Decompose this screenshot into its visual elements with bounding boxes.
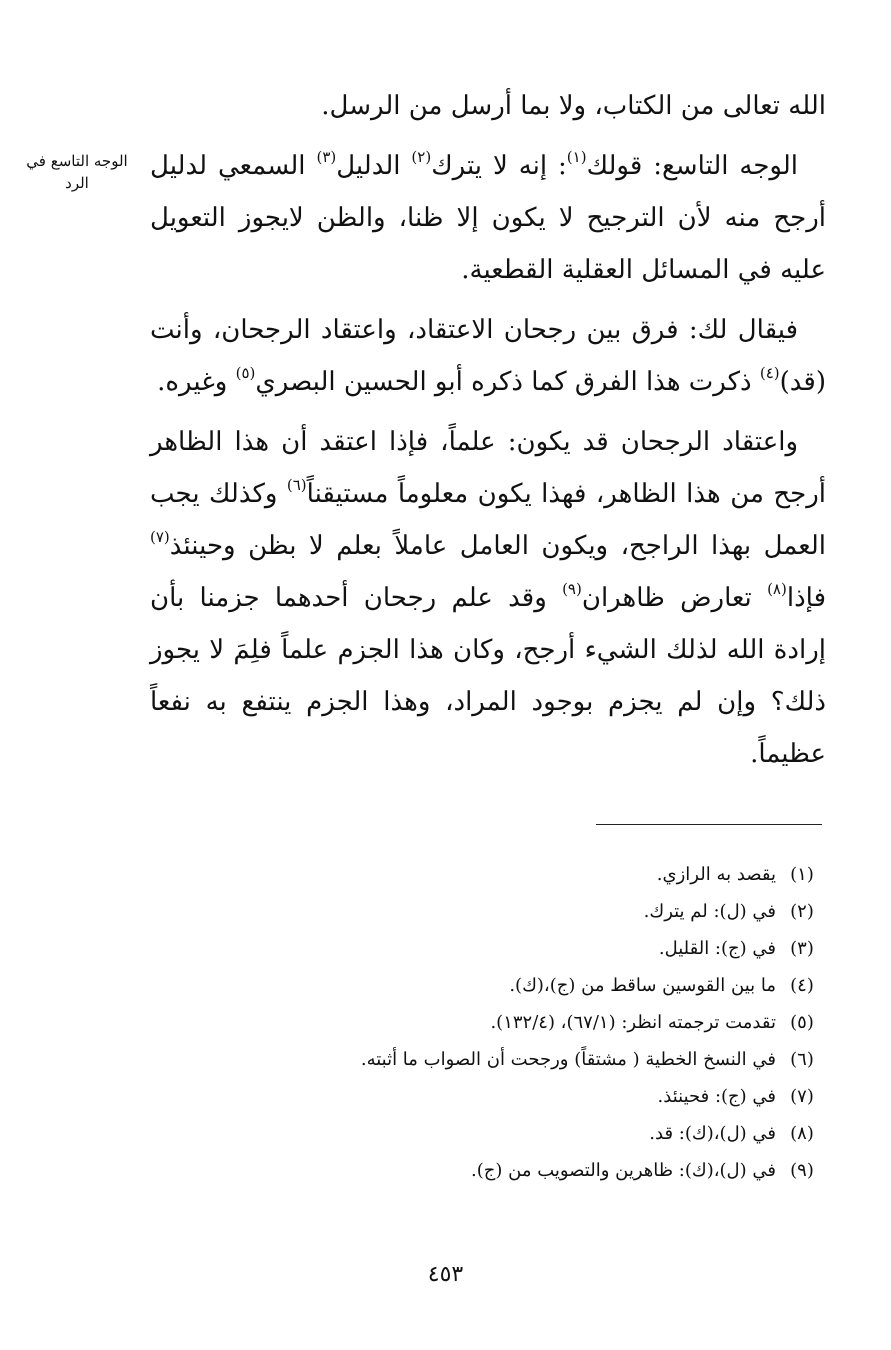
footnote (180, 893, 828, 930)
footnote-ref: (٤) (759, 364, 780, 382)
footnote-text: تقدمت ترجمته انظر: (٦٧/١)، (١٣٢/٤). (490, 1012, 776, 1033)
text-run: وكذلك يجب العمل بهذا الراجح، ويكون العامل عاملاً بعلم لا بظن وحينئذ (150, 479, 826, 561)
footnote (180, 930, 828, 967)
footnote (180, 1115, 828, 1152)
footnote-text: في (ل)،(ك): ظاهرين والتصويب من (ج). (471, 1160, 776, 1181)
footnote-ref: (١) (566, 148, 587, 166)
footnote-number: (٥) (790, 1012, 814, 1033)
text-run: الدليل (336, 151, 412, 181)
footnote (180, 967, 828, 1004)
footnote-text: في (ج): القليل. (658, 938, 776, 959)
footnote-ref: (٩) (562, 580, 582, 598)
footnote (180, 1004, 828, 1041)
text-run: فإذا (786, 583, 826, 613)
footnote (180, 856, 828, 893)
footnote-number: (٦) (790, 1049, 814, 1070)
footnote-text: يقصد به الرازي. (656, 864, 776, 885)
footnote (180, 1078, 828, 1115)
paragraph-ninth-aspect (150, 140, 826, 296)
footnote-number: (٤) (790, 975, 814, 996)
footnotes (180, 856, 828, 1189)
paragraph-continuation (150, 80, 826, 132)
footnote-text: ما بين القوسين ساقط من (ج)،(ك). (509, 975, 776, 996)
text-run: وغيره. (157, 367, 236, 397)
footnote-text: في (ل)،(ك): قد. (649, 1123, 776, 1144)
footnote-number: (١) (790, 864, 814, 885)
text-run: وقد علم رجحان أحدهما جزمنا بأن إرادة الله لذلك الشيء أرجح، وكان هذا الجزم علماً فلِمَ لا يجوز ذلك؟ وإن لم يجزم بوجود المراد، وهذا الجزم ينتفع به نفعاً عظيماً. (150, 583, 826, 769)
footnote-number: (٩) (790, 1160, 814, 1181)
text-run: الله تعالى من الكتاب، ولا بما أرسل من الرسل. (321, 91, 826, 121)
footnote-ref: (٣) (316, 148, 337, 166)
footnote-ref: (٥) (235, 364, 256, 382)
text-run: واعتقاد الرجحان قد يكون: علماً، فإذا اعتقد أن هذا الظاهر أرجح من هذا الظاهر، فهذا يكون معلوماً مستيقناً (150, 427, 826, 509)
footnote-text: في (ج): فحينئذ. (657, 1086, 776, 1107)
text-run: السمعي لدليل أرجح منه لأن الترجيح لا يكون إلا ظنا، والظن لايجوز التعويل عليه في المسائل العقلية القطعية. (150, 151, 826, 285)
footnote-ref: (٢) (411, 148, 432, 166)
text-run: فيقال لك: فرق بين رجحان الاعتقاد، واعتقاد الرجحان، وأنت (قد) (150, 315, 826, 397)
footnote (180, 1152, 828, 1189)
footnote-number: (٧) (790, 1086, 814, 1107)
text-run: تعارض ظاهران (581, 583, 768, 613)
paragraph-preponderance (150, 416, 826, 780)
text-run: الوجه التاسع: قولك (586, 151, 798, 181)
page-number: ٤٥٣ (427, 1262, 464, 1287)
footnote-text: في النسخ الخطية ( مشتقاً) ورجحت أن الصواب ما أثبته. (360, 1049, 776, 1070)
margin-note: الوجه التاسع في الرد (26, 152, 128, 192)
footnote-number: (٨) (790, 1123, 814, 1144)
footnote (180, 1041, 828, 1078)
footnote-ref: (٨) (767, 580, 787, 598)
footnote-number: (٣) (790, 938, 814, 959)
text-run: ذكرت هذا الفرق كما ذكره أبو الحسين البصري (255, 367, 760, 397)
paragraph-reply (150, 304, 826, 408)
footnote-ref: (٧) (150, 528, 170, 546)
main-text (150, 80, 826, 788)
text-run: : إنه لا يترك (431, 151, 567, 181)
footnote-number: (٢) (790, 901, 814, 922)
footnote-text: في (ل): لم يترك. (643, 901, 776, 922)
footnote-ref: (٦) (286, 476, 307, 494)
footnote-divider (596, 824, 822, 825)
